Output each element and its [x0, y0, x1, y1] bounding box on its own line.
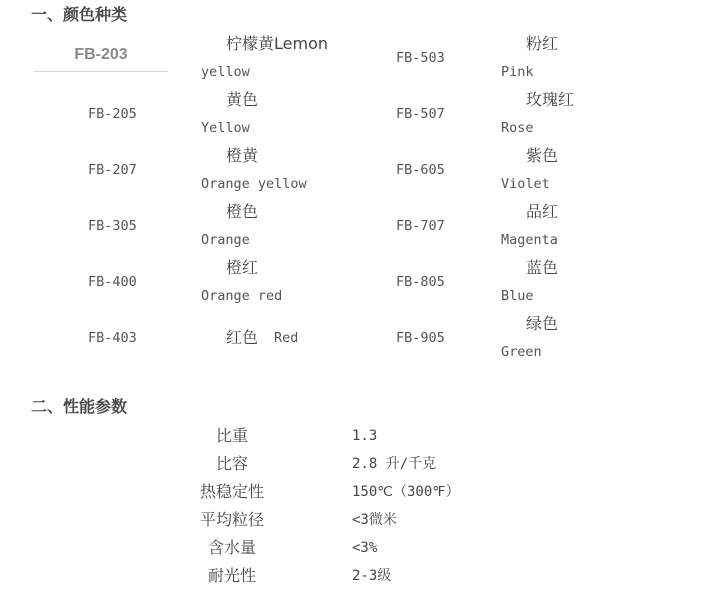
color-code-left: FB-400	[88, 274, 137, 290]
color-name-en-right: Rose	[501, 120, 534, 136]
color-name-en-left: Red	[274, 330, 299, 346]
spec-value: <3%	[352, 540, 378, 556]
color-name-en-right: Violet	[501, 176, 550, 192]
spec-label: 含水量	[207, 538, 256, 557]
spec-value: 150℃（300℉）	[352, 484, 460, 500]
color-code-left: FB-207	[88, 162, 137, 178]
color-name-cn-left: 黄色	[226, 90, 259, 109]
color-name-en-left: Yellow	[201, 120, 250, 136]
color-code-right: FB-905	[396, 330, 445, 346]
color-name-cn-right: 玫瑰红	[526, 90, 575, 109]
color-name-en-left: Orange red	[201, 288, 283, 304]
section-heading-colors: 一、颜色种类	[31, 5, 128, 24]
color-code-right: FB-605	[396, 162, 445, 178]
color-name-cn-left: 橙红	[226, 258, 259, 277]
spec-label: 比重	[215, 426, 248, 445]
spec-label: 比容	[215, 454, 248, 473]
spec-label: 耐光性	[207, 566, 256, 585]
color-name-en-right: Green	[501, 344, 542, 360]
section-heading-performance: 二、性能参数	[31, 397, 128, 416]
color-code-left: FB-403	[88, 330, 137, 346]
color-name-cn-left: 橙色	[226, 202, 259, 221]
spec-value: <3微米	[352, 512, 397, 528]
color-name-cn-right: 绿色	[526, 314, 559, 333]
color-code-left: FB-305	[88, 218, 137, 234]
color-code-right: FB-805	[396, 274, 445, 290]
color-name-cn-left: 柠檬黄Lemon	[226, 34, 328, 53]
color-name-en-right: Magenta	[501, 232, 558, 248]
color-name-cn-right: 品红	[526, 202, 559, 221]
color-code-left: FB-203	[34, 44, 168, 72]
spec-label: 平均粒径	[199, 510, 264, 529]
color-code-left: FB-205	[88, 106, 137, 122]
color-name-cn-left: 红色	[226, 328, 259, 347]
color-name-cn-right: 蓝色	[526, 258, 559, 277]
color-name-en-right: Blue	[501, 288, 534, 304]
color-name-cn-right: 粉红	[526, 34, 559, 53]
spec-value: 1.3	[352, 428, 378, 444]
spec-value: 2-3级	[352, 568, 392, 584]
color-name-en-right: Pink	[501, 64, 534, 80]
color-name-en-left: Orange yellow	[201, 176, 307, 192]
color-name-en-left: Orange	[201, 232, 250, 248]
color-name-cn-right: 紫色	[526, 146, 559, 165]
color-name-cn-left: 橙黄	[226, 146, 259, 165]
color-name-en-left: yellow	[201, 64, 250, 80]
color-code-right: FB-503	[396, 50, 445, 66]
spec-value: 2.8 升/千克	[352, 456, 437, 472]
color-code-right: FB-507	[396, 106, 445, 122]
spec-label: 热稳定性	[199, 482, 264, 501]
color-code-right: FB-707	[396, 218, 445, 234]
